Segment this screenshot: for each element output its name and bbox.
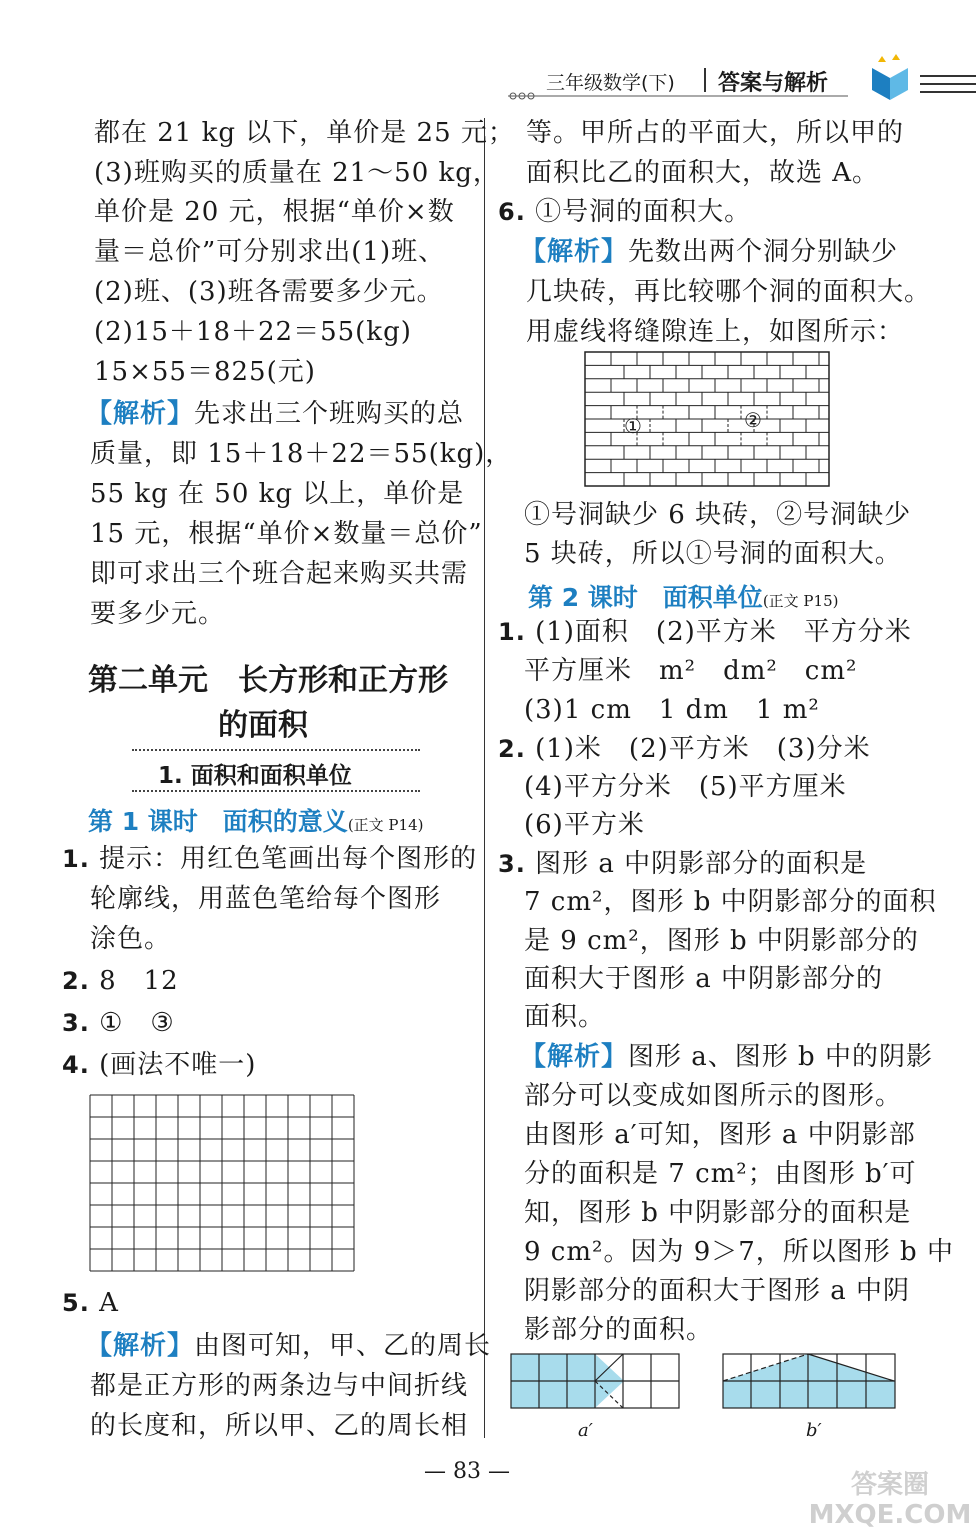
lesson-1-ref: (正文 P14) [347, 816, 424, 834]
q6-analysis-tag: 【解析】 [520, 237, 629, 267]
r-q1-line-3: (3)1 cm 1 dm 1 m² [524, 695, 820, 725]
r-q3-analysis-tag: 【解析】 [520, 1042, 629, 1072]
q5-analysis-2: 都是正方形的两条边与中间折线 [90, 1371, 469, 1401]
r-q2-line-3: (6)平方米 [524, 810, 645, 840]
left-analysis-6: 要多少元。 [90, 599, 226, 629]
r-q3-line-1: 图形 a 中阴影部分的面积是 [535, 849, 868, 879]
q4-text: (画法不唯一) [99, 1050, 257, 1080]
left-line-6: (2)15＋18＋22＝55(kg) [94, 317, 412, 347]
lesson-1-title [88, 802, 423, 838]
lesson-1-label: 第 1 课时 面积的意义 [88, 807, 348, 836]
q4-grid [89, 1094, 357, 1278]
r-q1-number: 1. [498, 618, 526, 646]
q5-analysis-3: 的长度和，所以甲、乙的周长相 [90, 1411, 469, 1441]
q3-text: ① ③ [99, 1008, 175, 1038]
q3-number: 3. [62, 1009, 90, 1037]
lesson-2-ref: (正文 P15) [762, 592, 839, 610]
q1-text-3: 涂色。 [90, 924, 172, 954]
r-q3-analysis-text: 图形 a、图形 b 中的阴影 [628, 1042, 933, 1072]
section-rule-bottom [132, 790, 420, 792]
r-q3-analysis-6: 9 cm²。因为 9＞7，所以图形 b 中 [524, 1237, 954, 1267]
r-q3-analysis-8: 影部分的面积。 [524, 1315, 714, 1345]
q5-number: 5. [62, 1289, 90, 1317]
r-q3-analysis-2: 部分可以变成如图所示的图形。 [524, 1081, 903, 1111]
r-q3-line-2: 7 cm²，图形 b 中阴影部分的面积 [524, 887, 937, 917]
q6-analysis-first [520, 236, 898, 268]
q1-text-2: 轮廓线，用蓝色笔给每个图形 [90, 884, 442, 914]
r-q3-analysis-first [520, 1041, 933, 1073]
q2-text: 8 12 [99, 966, 179, 996]
q5-analysis-text: 由图可知，甲、乙的周长 [194, 1331, 492, 1361]
q4-number: 4. [62, 1051, 90, 1079]
figure-a-prime [510, 1353, 680, 1413]
left-line-7: 15×55＝825(元) [94, 357, 316, 387]
r-q2-line-2: (4)平方分米 (5)平方厘米 [524, 772, 847, 802]
left-line-2: (3)班购买的质量在 21～50 kg， [94, 158, 500, 188]
q6-after-2: 5 块砖，所以①号洞的面积大。 [524, 539, 902, 569]
left-line-5: (2)班、(3)班各需要多少元。 [94, 277, 444, 307]
q6-number: 6. [498, 198, 526, 226]
r-q2-line-1: (1)米 (2)平方米 (3)分米 [535, 734, 871, 764]
left-analysis-5: 即可求出三个班合起来购买共需 [90, 559, 469, 589]
lesson-2-title [528, 578, 838, 614]
q5-analysis-first [86, 1330, 491, 1362]
analysis-text: 先求出三个班购买的总 [194, 399, 465, 429]
q6-after-1: ①号洞缺少 6 块砖，②号洞缺少 [524, 500, 912, 530]
r-q3-number: 3. [498, 850, 526, 878]
q5-analysis-tag: 【解析】 [86, 1331, 195, 1361]
q6-analysis-3: 用虚线将缝隙连上，如图所示： [526, 317, 905, 347]
q5-left [62, 1287, 119, 1319]
left-analysis-3: 55 kg 在 50 kg 以上，单价是 [90, 479, 465, 509]
r-q3-line-3: 是 9 cm²，图形 b 中阴影部分的 [524, 926, 919, 956]
r-q3-analysis-3: 由图形 a′可知，图形 a 中阴影部 [524, 1120, 916, 1150]
r-q3 [498, 848, 867, 880]
figure-b-label: b′ [806, 1420, 822, 1441]
r-q2-number: 2. [498, 735, 526, 763]
column-divider [484, 118, 485, 1438]
lesson-2-label: 第 2 课时 面积单位 [528, 583, 763, 612]
q6-right [498, 196, 751, 228]
book-logo-icon [868, 54, 978, 108]
q6-answer: ①号洞的面积大。 [535, 197, 752, 227]
hole-2-label: ② [744, 408, 762, 432]
left-analysis-first [86, 398, 464, 430]
q2-left [62, 965, 179, 997]
q6-analysis-2: 几块砖，再比较哪个洞的面积大。 [526, 277, 932, 307]
left-line-1: 都在 21 kg 以下，单价是 25 元； [94, 118, 515, 148]
left-line-4: 量＝总价”可分别求出(1)班、 [94, 237, 446, 267]
header-section: 答案与解析 [718, 71, 829, 96]
q1-number: 1. [62, 845, 90, 873]
right-cont-2: 面积比乙的面积大，故选 A。 [526, 158, 880, 188]
page-number: — 83 — [424, 1459, 510, 1484]
analysis-tag: 【解析】 [86, 399, 195, 429]
unit-title-line-1: 第二单元 长方形和正方形 [88, 663, 448, 698]
q4-left [62, 1049, 256, 1081]
r-q3-line-4: 面积大于图形 a 中阴影部分的 [524, 964, 884, 994]
r-q3-analysis-5: 知，图形 b 中阴影部分的面积是 [524, 1198, 912, 1228]
figure-a-label: a′ [578, 1420, 593, 1441]
q2-number: 2. [62, 967, 90, 995]
hole-1-label: ① [624, 414, 642, 438]
watermark: 答案圈 MXQE.COM [808, 1470, 972, 1530]
r-q3-analysis-7: 阴影部分的面积大于图形 a 中阴 [524, 1276, 911, 1306]
figure-b-prime [722, 1353, 896, 1413]
q1-text-1: 提示：用红色笔画出每个图形的 [99, 844, 478, 874]
q3-left [62, 1007, 175, 1039]
r-q1-line-1: (1)面积 (2)平方米 平方分米 [535, 617, 912, 647]
section-title: 1. 面积和面积单位 [158, 763, 352, 789]
header-divider [704, 68, 706, 92]
left-line-3: 单价是 20 元，根据“单价×数 [94, 197, 455, 227]
q5-answer: A [99, 1288, 119, 1318]
right-cont-1: 等。甲所占的平面大，所以甲的 [526, 118, 905, 148]
r-q2 [498, 733, 871, 765]
r-q3-analysis-4: 分的面积是 7 cm²；由图形 b′可 [524, 1159, 917, 1189]
r-q3-line-5: 面积。 [524, 1002, 606, 1032]
q1-left [62, 843, 477, 875]
r-q1-line-2: 平方厘米 m² dm² cm² [524, 656, 858, 686]
header-subject: 三年级数学(下) [546, 72, 675, 94]
q6-analysis-text: 先数出两个洞分别缺少 [628, 237, 899, 267]
unit-title-line-2: 的面积 [218, 708, 308, 743]
left-analysis-2: 质量，即 15＋18＋22＝55(kg)， [90, 439, 513, 469]
r-q1 [498, 616, 912, 648]
left-analysis-4: 15 元，根据“单价×数量＝总价” [90, 519, 483, 549]
section-rule-top [132, 749, 420, 751]
brick-wall-figure [584, 351, 830, 491]
